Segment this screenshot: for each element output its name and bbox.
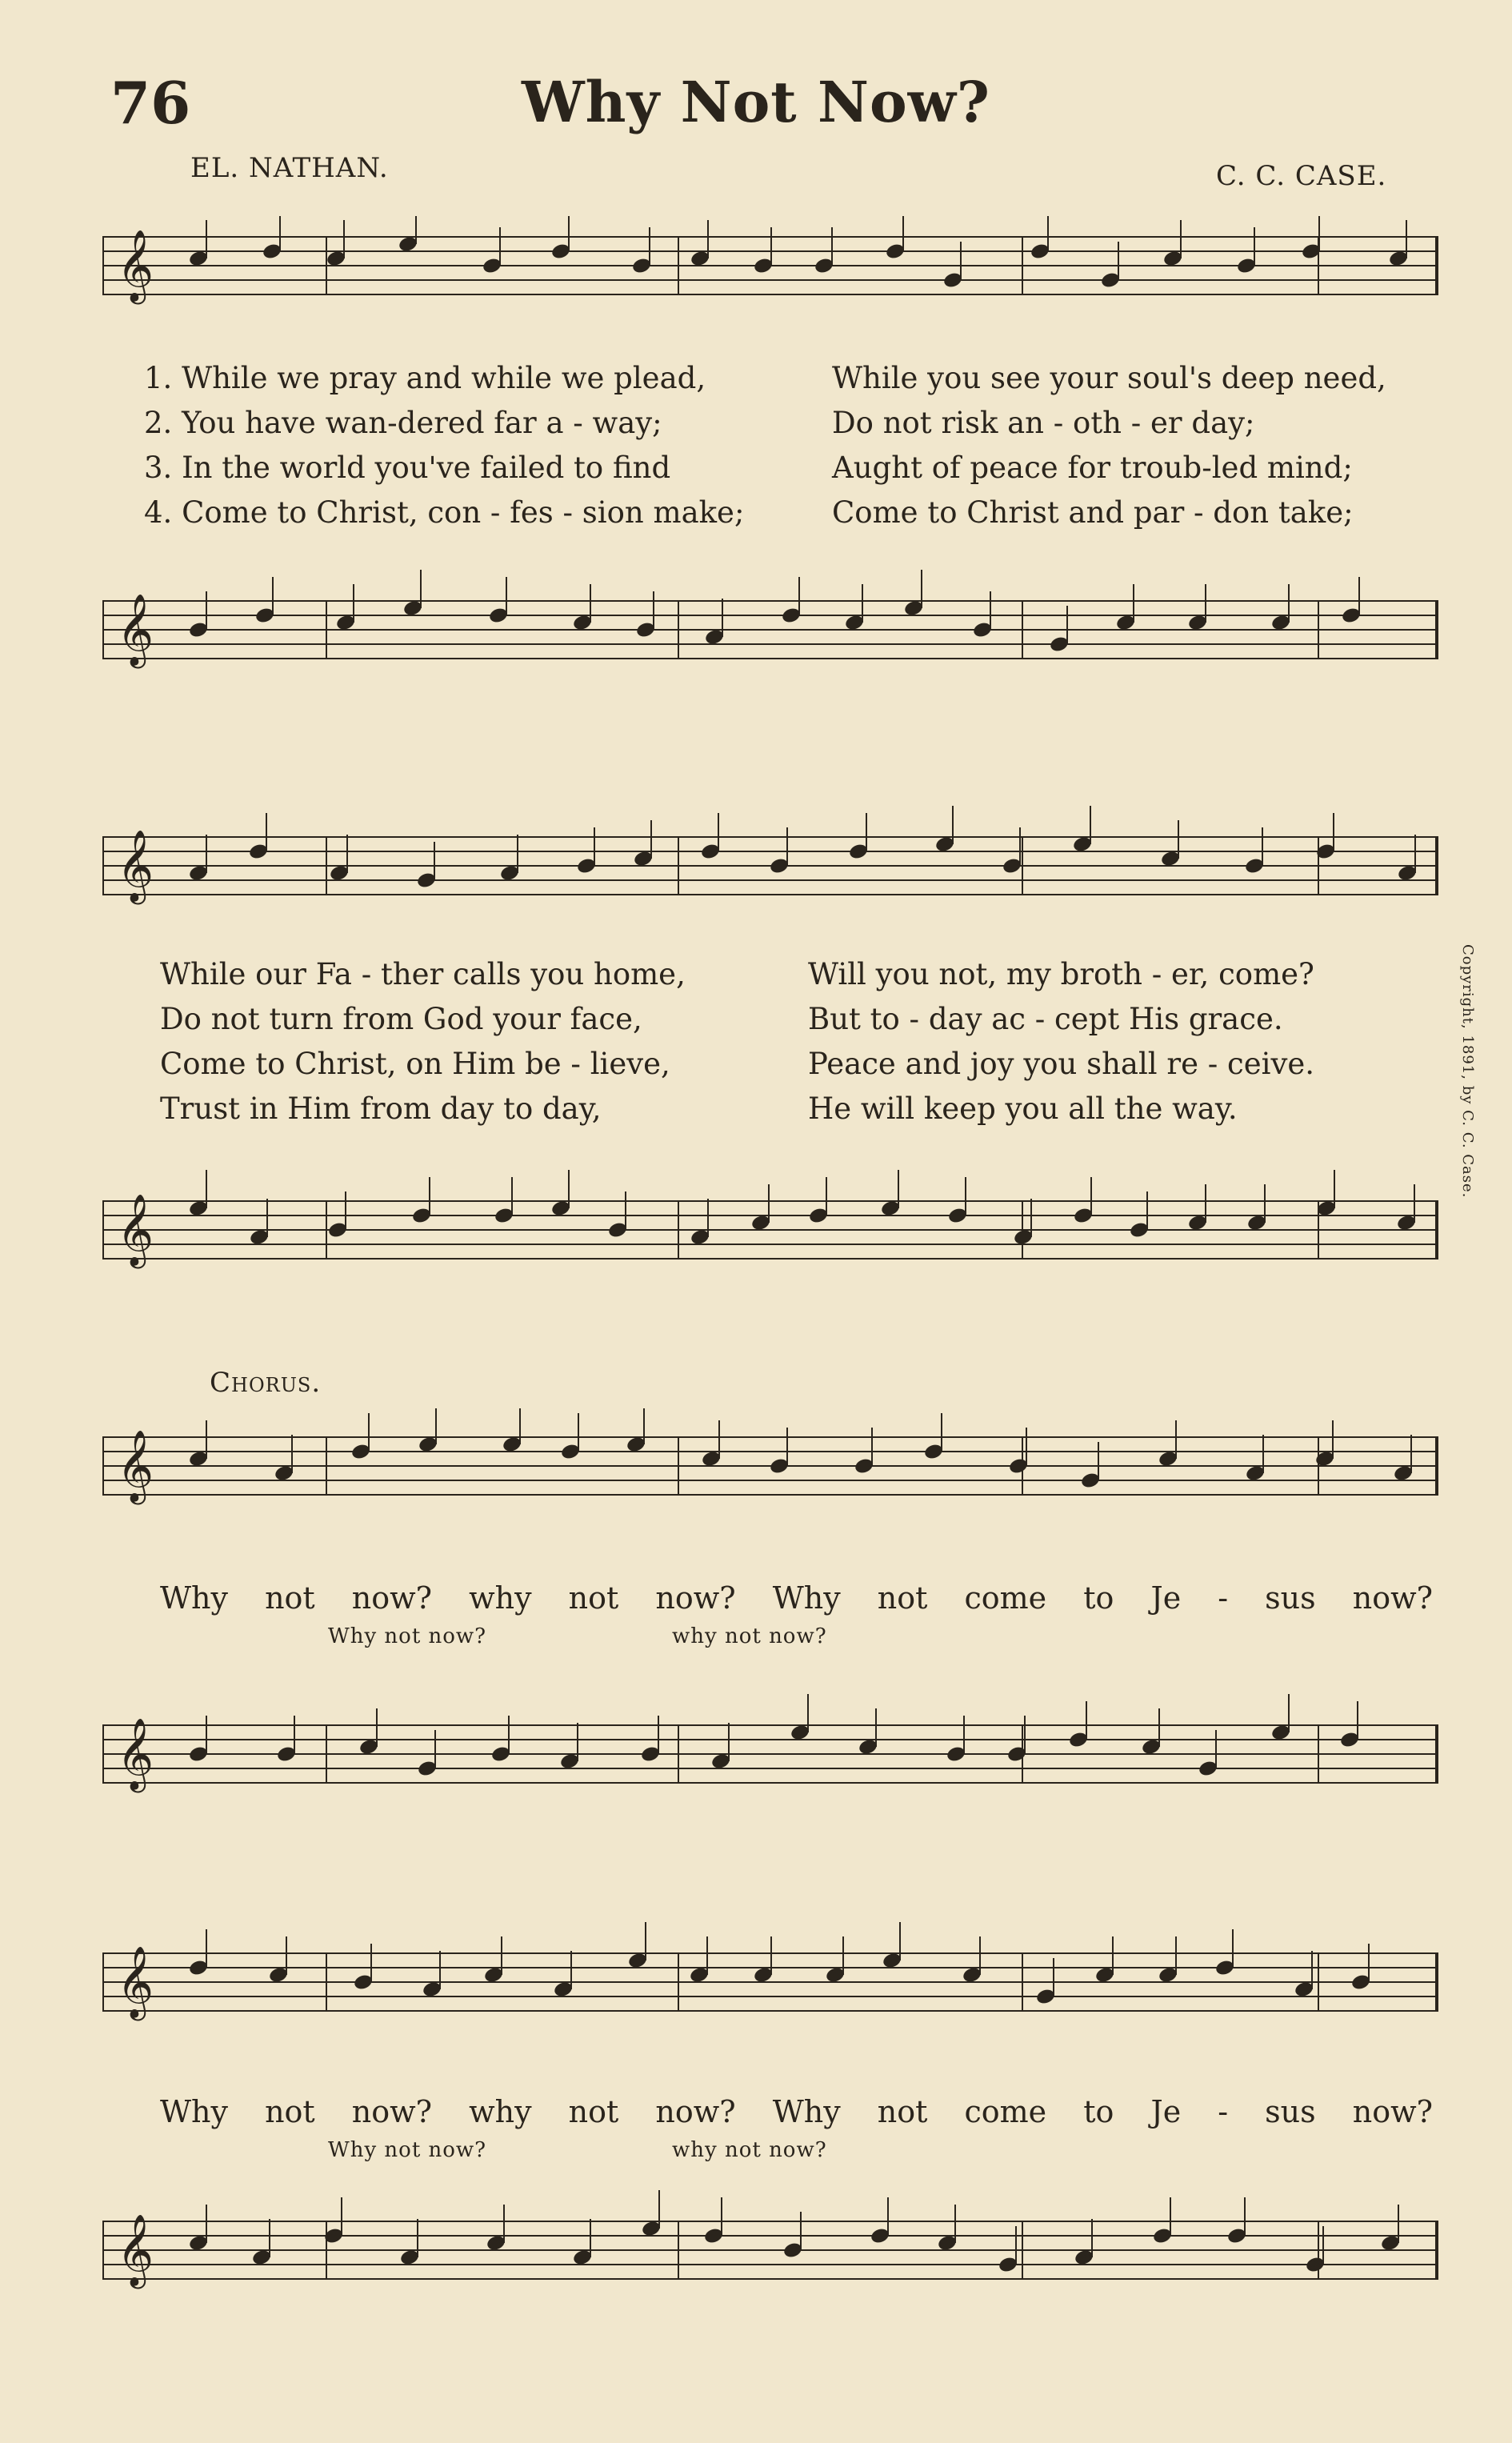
- chorus-echo: Why not now? why not now?: [328, 2138, 827, 2162]
- clef-icon: 𝄞: [117, 2214, 154, 2286]
- clef-icon: 𝄞: [117, 230, 154, 302]
- verse-lyrics-second-half: [160, 952, 1424, 1131]
- chorus-label: Chorus.: [210, 1367, 322, 1399]
- verse-line: Do not turn from God your face, But to - day ac - cept His grace.: [160, 1002, 1283, 1036]
- verse-line: 4. Come to Christ, con - fes - sion make; Come to Christ and par - don take;: [144, 495, 1354, 530]
- verse-line: Come to Christ, on Him be - lieve, Peace and joy you shall re - ceive.: [160, 1047, 1315, 1081]
- clef-icon: 𝄞: [117, 1946, 154, 2018]
- staff-bass: [102, 2185, 1448, 2329]
- clef-icon: 𝄞: [117, 1430, 154, 1502]
- staff-bass: [102, 560, 1448, 712]
- staff-treble: [102, 1920, 1448, 2057]
- lyricist-credit: EL. NATHAN.: [190, 152, 389, 184]
- verse-line: 1. While we pray and while we plead, While you see your soul's deep need,: [144, 361, 1386, 395]
- clef-icon: 𝄞: [117, 594, 154, 666]
- clef-icon: 𝄞: [117, 830, 154, 902]
- verse-line: While our Fa - ther calls you home, Will you not, my broth - er, come?: [160, 957, 1314, 991]
- chorus-lyrics: Why not now? why not now? Why not come to Je - sus now?: [160, 2094, 1433, 2129]
- staff-bass: [102, 1672, 1448, 1848]
- composer-credit: C. C. CASE.: [1216, 160, 1387, 192]
- verse-line: 2. You have wan-dered far a - way; Do not risk an - oth - er day;: [144, 406, 1255, 440]
- verse-line: 3. In the world you've failed to find Aught of peace for troub-led mind;: [144, 451, 1353, 485]
- verse-lyrics-first-half: [144, 356, 1408, 535]
- page-number: 76: [110, 69, 191, 137]
- staff-treble: [102, 792, 1448, 952]
- staff-bass: [102, 1160, 1448, 1312]
- hymn-title: Why Not Now?: [522, 69, 990, 135]
- chorus-echo: Why not now? why not now?: [328, 1624, 827, 1648]
- clef-icon: 𝄞: [117, 1718, 154, 1790]
- verse-line: Trust in Him from day to day, He will keep you all the way.: [160, 1091, 1238, 1126]
- clef-icon: 𝄞: [117, 1194, 154, 1266]
- staff-treble: [102, 216, 1448, 328]
- staff-treble: [102, 1408, 1448, 1536]
- copyright-notice: Copyright, 1891, by C. C. Case.: [1459, 944, 1476, 1199]
- chorus-lyrics: Why not now? why not now? Why not come to Je - sus now?: [160, 1580, 1433, 1616]
